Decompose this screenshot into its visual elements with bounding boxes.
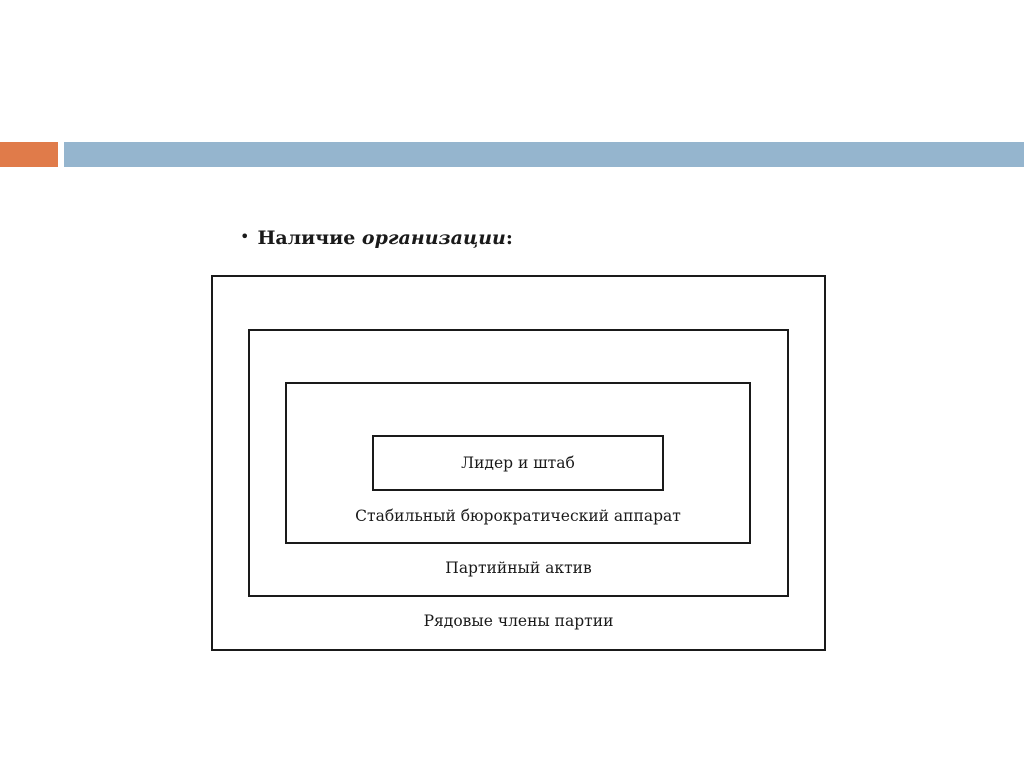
slide-heading — [240, 227, 513, 249]
bullet-icon: • — [240, 227, 250, 246]
label-bureaucratic-apparatus: Стабильный бюрократический аппарат — [355, 507, 681, 525]
box-leader-and-staff — [372, 435, 664, 491]
accent-bar-orange — [0, 142, 58, 167]
heading-text-suffix: : — [505, 227, 513, 249]
heading-text-italic: организации — [361, 227, 506, 249]
label-rank-and-file: Рядовые члены партии — [423, 612, 614, 630]
label-leader-and-staff: Лидер и штаб — [461, 454, 575, 472]
heading-text-regular: Наличие — [257, 227, 362, 249]
accent-bar-blue — [64, 142, 1024, 167]
label-party-activists: Партийный актив — [445, 559, 592, 577]
